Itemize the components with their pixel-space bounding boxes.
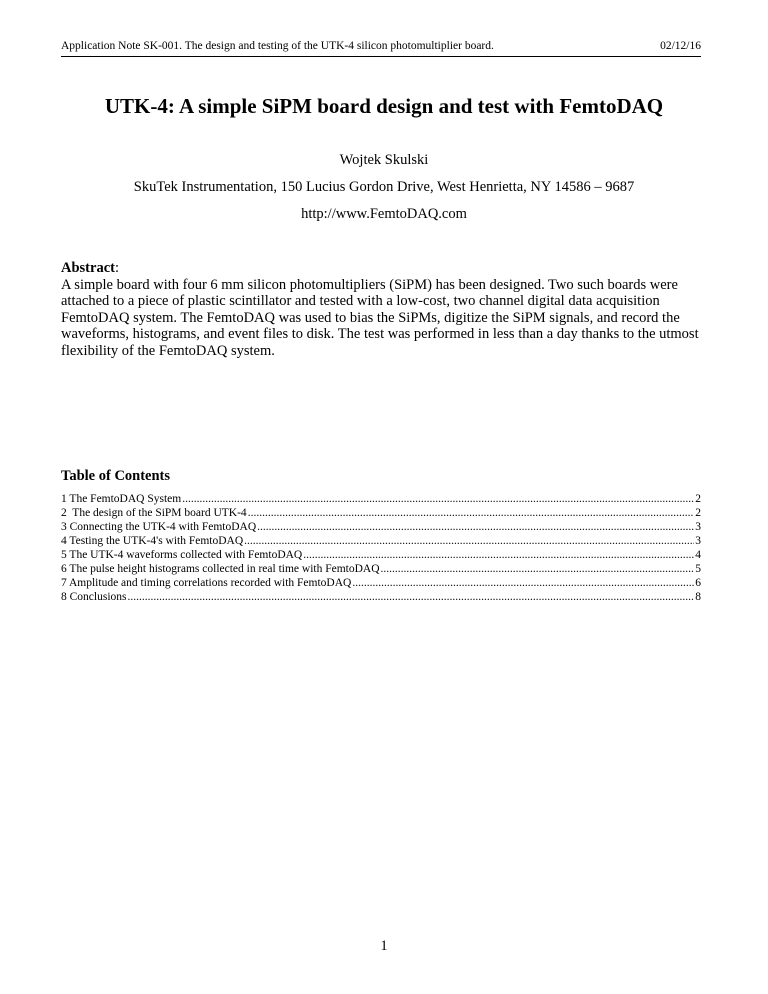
table-of-contents — [61, 467, 701, 604]
page-number: 1 — [380, 938, 388, 954]
toc-entry-page: 3 — [695, 535, 701, 547]
toc-entry-page: 8 — [695, 591, 701, 603]
toc-leader-dots — [352, 576, 694, 590]
toc-leader-dots — [182, 492, 694, 506]
toc-entry[interactable] — [61, 562, 701, 576]
abstract-colon: : — [114, 260, 119, 276]
toc-entry-label: 8 Conclusions — [61, 591, 127, 603]
toc-entry-page: 6 — [695, 577, 701, 589]
toc-entry-label: 6 The pulse height histograms collected in real time with FemtoDAQ — [61, 563, 380, 575]
header-rule — [61, 56, 701, 57]
toc-entry-label: 4 Testing the UTK-4's with FemtoDAQ — [61, 535, 244, 547]
toc-entry-page: 4 — [695, 549, 701, 561]
abstract-label: Abstract — [61, 260, 115, 276]
toc-leader-dots — [257, 520, 694, 534]
toc-leader-dots — [303, 548, 694, 562]
toc-leader-dots — [128, 590, 695, 604]
document-title: UTK-4: A simple SiPM board design and test with FemtoDAQ — [104, 94, 664, 118]
toc-leader-dots — [248, 506, 695, 520]
toc-entry[interactable] — [61, 548, 701, 562]
website-link[interactable]: http://www.FemtoDAQ.com — [301, 206, 467, 222]
toc-entry[interactable] — [61, 506, 701, 520]
toc-leader-dots — [244, 534, 694, 548]
toc-entry-label: 3 Connecting the UTK-4 with FemtoDAQ — [61, 521, 257, 533]
toc-entry-page: 3 — [695, 521, 701, 533]
header-title: Application Note SK-001. The design and testing of the UTK-4 silicon photomultiplier board. — [61, 40, 494, 52]
toc-leader-dots — [381, 562, 695, 576]
toc-entry[interactable] — [61, 590, 701, 604]
header-date: 02/12/16 — [660, 40, 701, 52]
abstract-text: A simple board with four 6 mm silicon photomultipliers (SiPM) has been designed. Two such boards were attached to a piece of plastic scintillator and tested with a low-cost, two channel digital data acquisition FemtoDAQ system. The FemtoDAQ was used to bias the SiPMs, digitize the SiPM signals, and record the waveforms, histograms, and event files to disk. The test was performed in less than a day thanks to the utmost flexibility of the FemtoDAQ system. — [61, 276, 699, 359]
toc-heading: Table of Contents — [61, 468, 171, 484]
toc-entry[interactable] — [61, 534, 701, 548]
toc-entry-label: 1 The FemtoDAQ System — [61, 493, 182, 505]
toc-entry[interactable] — [61, 492, 701, 506]
toc-entry-page: 5 — [695, 563, 701, 575]
toc-entry-label: 5 The UTK-4 waveforms collected with FemtoDAQ — [61, 549, 303, 561]
abstract-section — [61, 260, 706, 360]
toc-entry-page: 2 — [695, 507, 701, 519]
author-affiliation: SkuTek Instrumentation, 150 Lucius Gordon Drive, West Henrietta, NY 14586 – 9687 — [133, 179, 635, 195]
author-name: Wojtek Skulski — [339, 152, 429, 168]
toc-entry-page: 2 — [695, 493, 701, 505]
toc-entry[interactable] — [61, 520, 701, 534]
toc-entry-label: 2 The design of the SiPM board UTK-4 — [61, 507, 247, 519]
toc-entry-label: 7 Amplitude and timing correlations recorded with FemtoDAQ — [61, 577, 352, 589]
toc-entry[interactable] — [61, 576, 701, 590]
